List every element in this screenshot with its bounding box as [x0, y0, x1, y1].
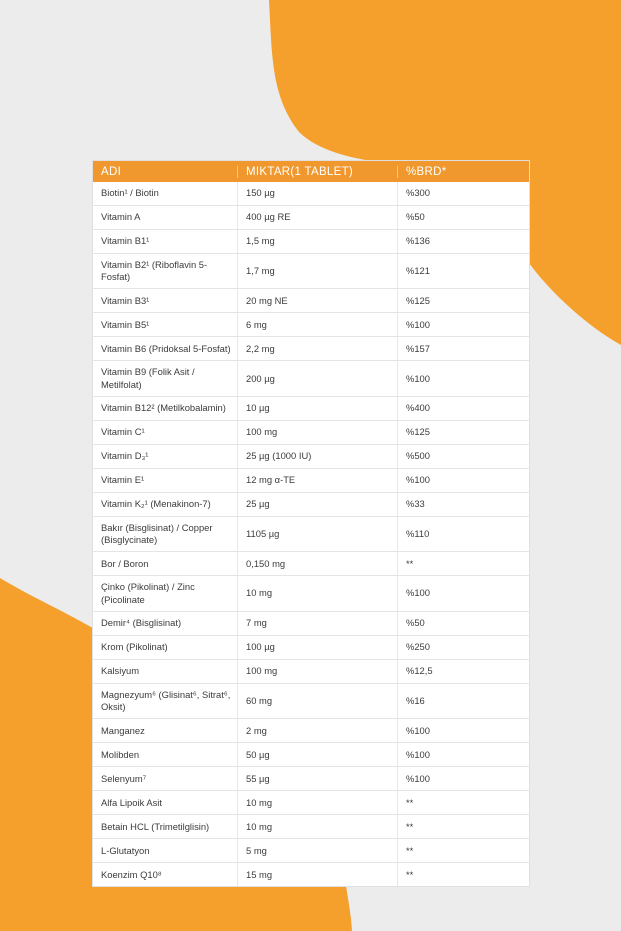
- table-row: [93, 313, 529, 337]
- amount-cell: 6 mg: [237, 313, 397, 336]
- brd-cell: **: [397, 552, 529, 575]
- table-row: [93, 839, 529, 863]
- table-row: [93, 552, 529, 576]
- amount-cell: 20 mg NE: [237, 289, 397, 312]
- brd-cell: %16: [397, 684, 529, 718]
- table-row: [93, 684, 529, 719]
- amount-cell: 15 mg: [237, 863, 397, 886]
- table-row: [93, 660, 529, 684]
- amount-cell: 150 µg: [237, 182, 397, 205]
- ingredient-name-cell: Alfa Lipoik Asit: [101, 796, 162, 808]
- ingredient-name-cell: Vitamin E¹: [101, 474, 145, 486]
- table-row: [93, 230, 529, 254]
- table-row: [93, 361, 529, 396]
- brd-cell: %250: [397, 636, 529, 659]
- ingredient-name-cell: Krom (Pikolinat): [101, 641, 168, 653]
- ingredient-name-cell: Çinko (Pikolinat) / Zinc (Picolinate: [101, 581, 195, 605]
- table-row: [93, 337, 529, 361]
- table-row: [93, 289, 529, 313]
- ingredient-name-cell: Vitamin B5¹: [101, 318, 150, 330]
- column-header-amount: MİKTAR(1 TABLET): [237, 166, 397, 178]
- ingredient-name-cell: Selenyum⁷: [101, 772, 147, 784]
- table-row: [93, 517, 529, 552]
- brd-cell: %121: [397, 254, 529, 288]
- ingredient-name-cell: Vitamin B6 (Pridoksal 5-Fosfat): [101, 342, 231, 354]
- ingredient-name-cell: Vitamin B12² (Metilkobalamin): [101, 402, 226, 414]
- brd-cell: %157: [397, 337, 529, 360]
- table-row: [93, 576, 529, 611]
- table-row: [93, 863, 529, 886]
- amount-cell: 10 mg: [237, 576, 397, 610]
- ingredient-name-cell: Vitamin B3¹: [101, 294, 150, 306]
- amount-cell: 200 µg: [237, 361, 397, 395]
- ingredient-name-cell: Manganez: [101, 724, 145, 736]
- ingredient-name-cell: Koenzim Q10⁸: [101, 868, 162, 880]
- column-header-name: ADI: [101, 165, 122, 178]
- column-header-brd: %BRD*: [397, 166, 529, 178]
- amount-cell: 25 µg: [237, 493, 397, 516]
- brd-cell: %110: [397, 517, 529, 551]
- table-row: [93, 743, 529, 767]
- ingredient-name-cell: Magnezyum⁶ (Glisinat⁶, Sitrat⁶, Oksit): [101, 688, 231, 712]
- brd-cell: %100: [397, 313, 529, 336]
- amount-cell: 100 mg: [237, 421, 397, 444]
- amount-cell: 1,7 mg: [237, 254, 397, 288]
- table-row: [93, 206, 529, 230]
- brd-cell: %33: [397, 493, 529, 516]
- ingredient-name-cell: Vitamin B1¹: [101, 235, 150, 247]
- brd-cell: %100: [397, 767, 529, 790]
- amount-cell: 5 mg: [237, 839, 397, 862]
- amount-cell: 55 µg: [237, 767, 397, 790]
- table-row: [93, 612, 529, 636]
- amount-cell: 100 mg: [237, 660, 397, 683]
- brd-cell: %50: [397, 206, 529, 229]
- brd-cell: %100: [397, 469, 529, 492]
- table-row: [93, 421, 529, 445]
- brd-cell: %100: [397, 361, 529, 395]
- brd-cell: %400: [397, 397, 529, 420]
- table-row: [93, 254, 529, 289]
- ingredient-name-cell: Kalsiyum: [101, 665, 140, 677]
- brd-cell: **: [397, 815, 529, 838]
- table-row: [93, 767, 529, 791]
- brd-cell: **: [397, 863, 529, 886]
- ingredient-name-cell: Vitamin K₂¹ (Menakinon-7): [101, 498, 211, 510]
- supplement-facts-table: [92, 160, 530, 887]
- ingredient-name-cell: L-Glutatyon: [101, 844, 150, 856]
- amount-cell: 400 µg RE: [237, 206, 397, 229]
- ingredient-name-cell: Molibden: [101, 748, 140, 760]
- ingredient-name-cell: Demir⁴ (Bisglisinat): [101, 617, 182, 629]
- table-row: [93, 815, 529, 839]
- table-row: [93, 719, 529, 743]
- table-row: [93, 397, 529, 421]
- brd-cell: %125: [397, 421, 529, 444]
- amount-cell: 25 µg (1000 IU): [237, 445, 397, 468]
- brd-cell: %125: [397, 289, 529, 312]
- ingredient-name-cell: Betain HCL (Trimetilglisin): [101, 820, 210, 832]
- amount-cell: 0,150 mg: [237, 552, 397, 575]
- table-row: [93, 791, 529, 815]
- amount-cell: 10 mg: [237, 815, 397, 838]
- table-body: [93, 182, 529, 886]
- table-header-row: [93, 161, 529, 182]
- brd-cell: %100: [397, 576, 529, 610]
- brd-cell: %136: [397, 230, 529, 253]
- table-row: [93, 636, 529, 660]
- ingredient-name-cell: Vitamin D₃¹: [101, 450, 149, 462]
- amount-cell: 7 mg: [237, 612, 397, 635]
- brd-cell: %12,5: [397, 660, 529, 683]
- ingredient-name-cell: Bor / Boron: [101, 557, 149, 569]
- amount-cell: 2,2 mg: [237, 337, 397, 360]
- amount-cell: 1105 µg: [237, 517, 397, 551]
- brd-cell: **: [397, 839, 529, 862]
- ingredient-name-cell: Biotin¹ / Biotin: [101, 187, 159, 199]
- table-row: [93, 469, 529, 493]
- ingredient-name-cell: Vitamin C¹: [101, 426, 145, 438]
- ingredient-name-cell: Bakır (Bisglisinat) / Copper (Bisglycinate): [101, 521, 213, 546]
- table-row: [93, 445, 529, 469]
- amount-cell: 2 mg: [237, 719, 397, 742]
- amount-cell: 12 mg α-TE: [237, 469, 397, 492]
- amount-cell: 1,5 mg: [237, 230, 397, 253]
- brd-cell: %300: [397, 182, 529, 205]
- brd-cell: %500: [397, 445, 529, 468]
- brd-cell: %50: [397, 612, 529, 635]
- brd-cell: %100: [397, 719, 529, 742]
- amount-cell: 50 µg: [237, 743, 397, 766]
- table-row: [93, 182, 529, 206]
- brd-cell: **: [397, 791, 529, 814]
- brd-cell: %100: [397, 743, 529, 766]
- ingredient-name-cell: Vitamin A: [101, 211, 141, 223]
- amount-cell: 10 mg: [237, 791, 397, 814]
- ingredient-name-cell: Vitamin B9 (Folik Asit / Metilfolat): [101, 366, 195, 390]
- ingredient-name-cell: Vitamin B2¹ (Riboflavin 5-Fosfat): [101, 259, 208, 283]
- amount-cell: 100 µg: [237, 636, 397, 659]
- amount-cell: 60 mg: [237, 684, 397, 718]
- table-row: [93, 493, 529, 517]
- amount-cell: 10 µg: [237, 397, 397, 420]
